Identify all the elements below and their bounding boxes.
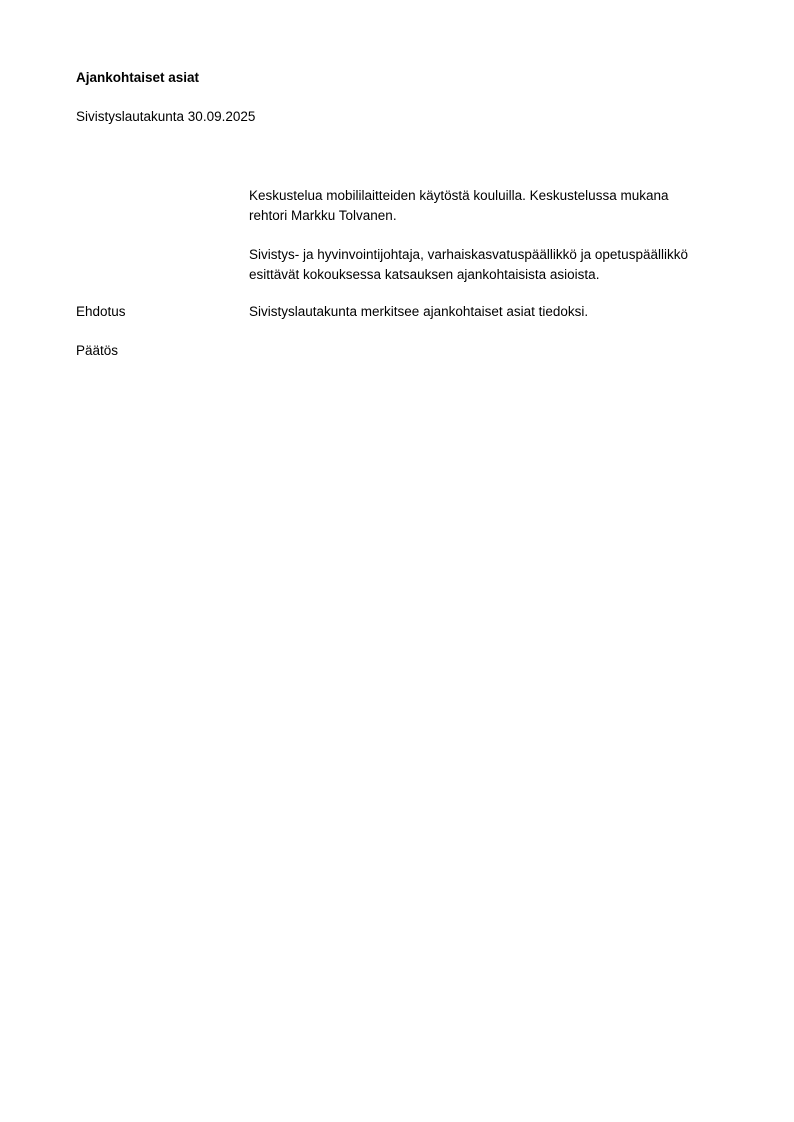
paragraph-line: rehtori Markku Tolvanen. xyxy=(249,208,397,223)
proposal-text: Sivistyslautakunta merkitsee ajankohtaiset asiat tiedoksi. xyxy=(249,304,589,319)
committee-date: Sivistyslautakunta 30.09.2025 xyxy=(76,109,256,124)
paragraph-discussion xyxy=(249,186,739,226)
paragraph-line: Keskustelua mobililaitteiden käytöstä kouluilla. Keskustelussa mukana xyxy=(249,188,669,203)
document-title: Ajankohtaiset asiat xyxy=(76,70,200,85)
proposal-label: Ehdotus xyxy=(76,304,126,319)
paragraph-overview xyxy=(249,245,739,285)
paragraph-line: Sivistys- ja hyvinvointijohtaja, varhaiskasvatuspäällikkö ja opetuspäällikkö xyxy=(249,247,688,262)
paragraph-line: esittävät kokouksessa katsauksen ajankohtaisista asioista. xyxy=(249,267,600,282)
decision-label: Päätös xyxy=(76,343,119,358)
